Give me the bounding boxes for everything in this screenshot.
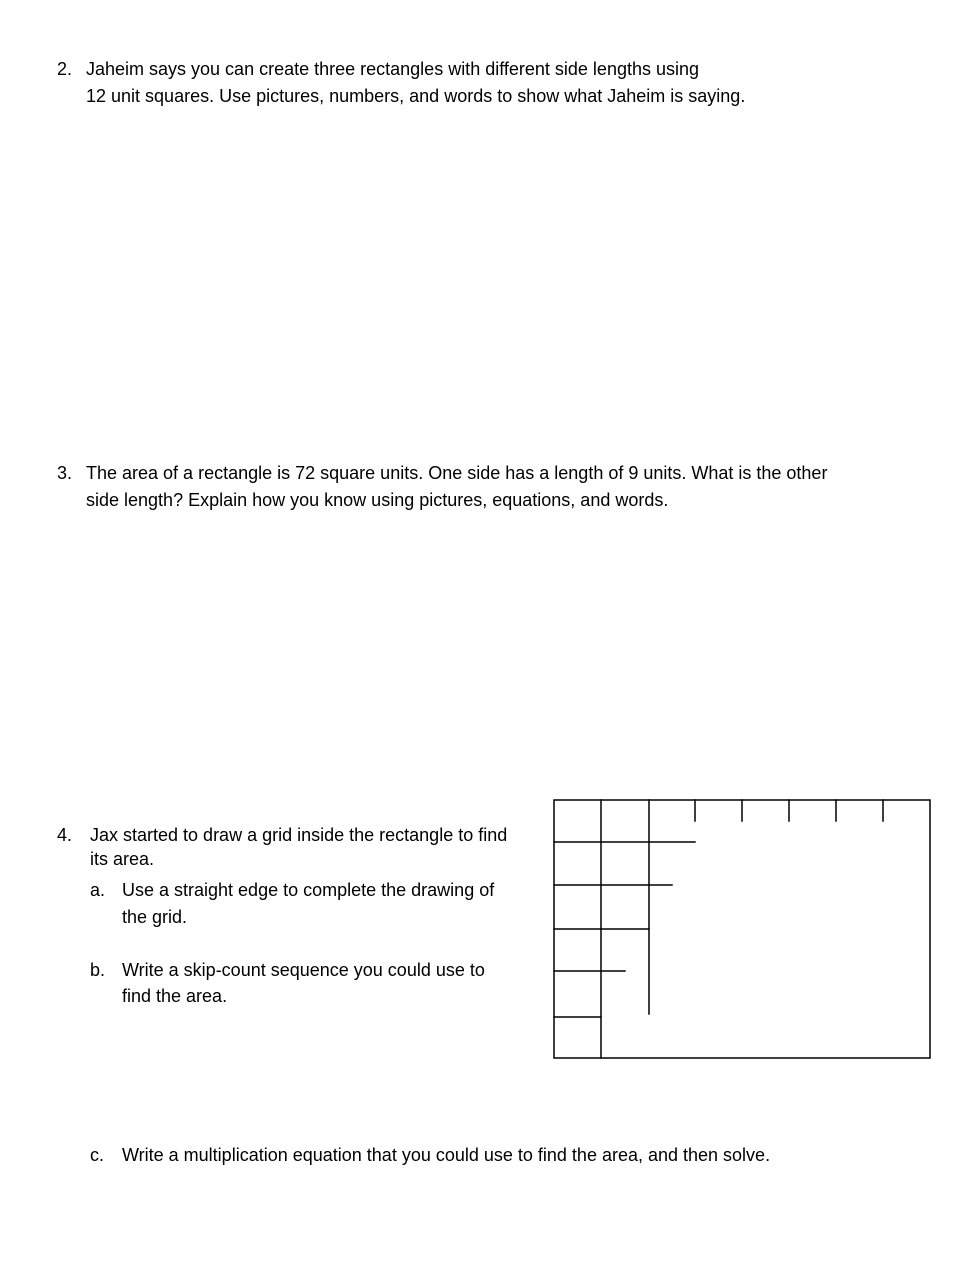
problem-2-number: 2. [57, 59, 73, 79]
problem-2-text-line-2: 12 unit squares. Use pictures, numbers, and words to show what Jaheim is saying. [86, 86, 746, 106]
problem-3-text-line-1: The area of a rectangle is 72 square units. One side has a length of 9 units. What is the other [86, 463, 828, 483]
problem-4a-letter: a. [90, 880, 106, 900]
problem-4b-text-line-1: Write a skip-count sequence you could use to [122, 960, 485, 980]
problem-4b-text-line-2: find the area. [122, 986, 228, 1006]
problem-4c-text-line-1: Write a multiplication equation that you could use to find the area, and then solve. [122, 1145, 771, 1165]
problem-4-text-line-1: Jax started to draw a grid inside the rectangle to find [90, 825, 508, 845]
problem-3-number: 3. [57, 463, 73, 483]
problem-4a-text-line-2: the grid. [122, 907, 188, 927]
problem-4b-letter: b. [90, 960, 106, 980]
problem-4-text-line-2: its area. [90, 849, 155, 869]
problem-4c-letter: c. [90, 1145, 105, 1165]
problem-2-text-line-1: Jaheim says you can create three rectangles with different side lengths using [86, 59, 700, 79]
problem-3-text-line-2: side length? Explain how you know using pictures, equations, and words. [86, 490, 669, 510]
partial-grid-rectangle [553, 799, 933, 1061]
problem-4-number: 4. [57, 825, 73, 845]
problem-4a-text-line-1: Use a straight edge to complete the drawing of [122, 880, 495, 900]
